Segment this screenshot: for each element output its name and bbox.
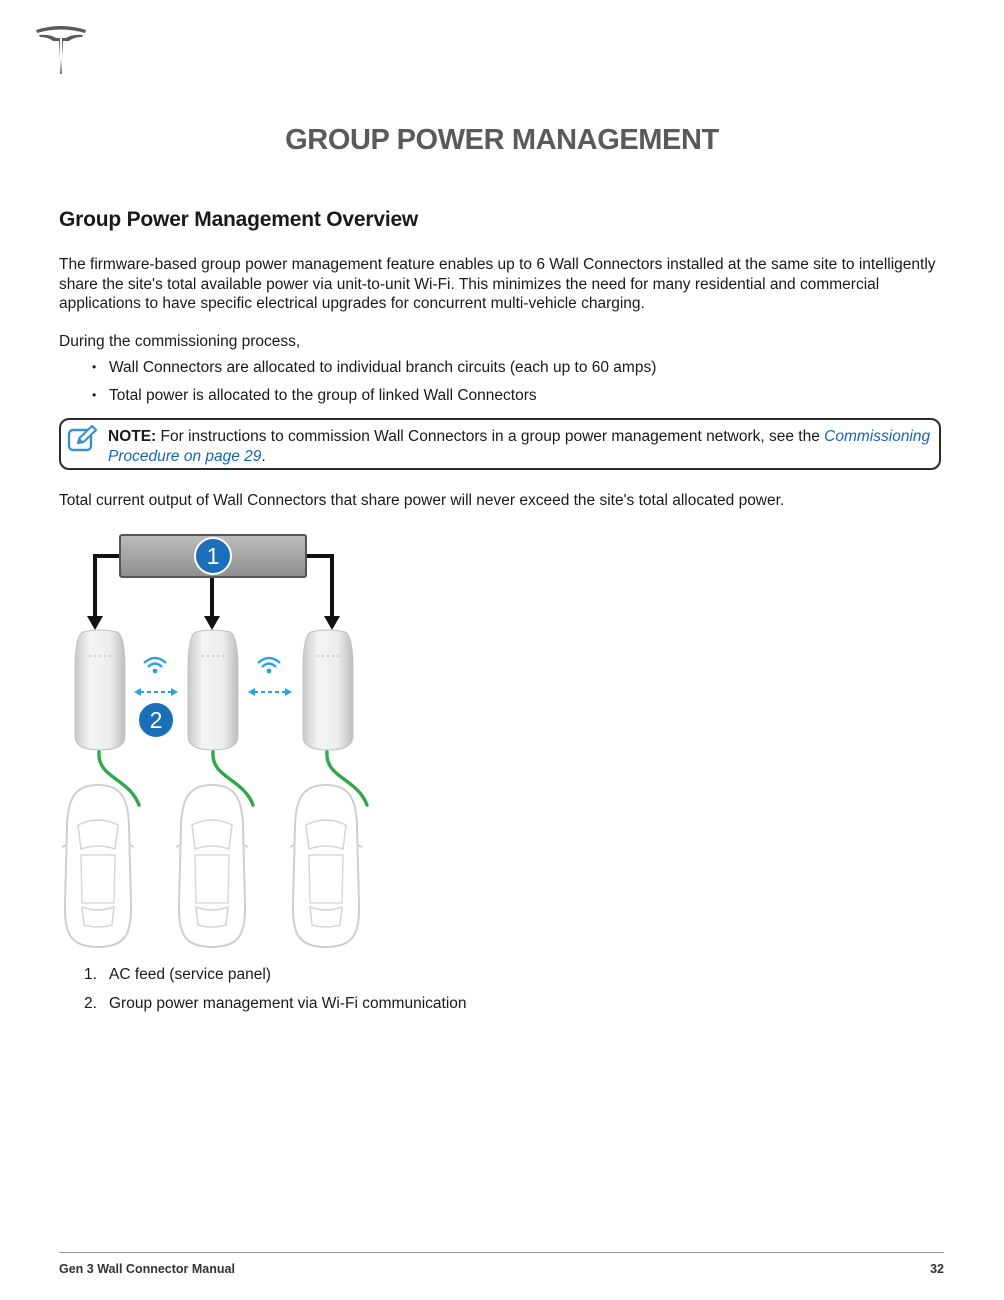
feed-arrowheads [87, 616, 340, 630]
legend-number: 2. [84, 995, 97, 1012]
note-body: For instructions to commission Wall Connectors in a group power management network, see the [156, 428, 825, 445]
note-text [108, 427, 933, 466]
tesla-t-logo-icon [34, 24, 88, 76]
note-label: NOTE: [108, 428, 157, 445]
wifi-icon [258, 658, 280, 673]
intro-paragraph: The firmware-based group power management feature enables up to 6 Wall Connectors installed at the same site to intelligently share the site's total available power via unit-to-unit Wi-Fi. This minimizes the need for many residential and commercial applications to have specific electrical upgrades for concurrent multi-vehicle charging. [59, 256, 936, 312]
callout-1 [195, 538, 231, 574]
note-box [59, 418, 941, 470]
legend-text: AC feed (service panel) [109, 966, 271, 983]
list-item [84, 965, 467, 994]
list-item: • Wall Connectors are allocated to individual branch circuits (each up to 60 amps) [92, 358, 656, 386]
section-heading: Group Power Management Overview [59, 208, 419, 231]
diagram-legend [84, 965, 467, 1023]
commissioning-bullets [92, 358, 656, 414]
legend-text: Group power management via Wi-Fi communication [109, 995, 467, 1012]
group-power-diagram [55, 530, 385, 955]
legend-number: 1. [84, 966, 97, 983]
wifi-link-arrow [248, 688, 292, 696]
wifi-link-arrow [134, 688, 178, 696]
note-end: . [261, 447, 266, 465]
callout-2-label: 2 [149, 707, 163, 733]
callout-1-label: 1 [206, 543, 220, 569]
list-item [84, 994, 467, 1023]
wifi-icon [144, 658, 166, 673]
pencil-note-icon [67, 424, 99, 454]
footer-manual-title: Gen 3 Wall Connector Manual [59, 1262, 235, 1276]
list-item: • Total power is allocated to the group of linked Wall Connectors [92, 386, 656, 414]
page-title: GROUP POWER MANAGEMENT [285, 124, 719, 156]
commissioning-procedure-link[interactable]: Commissioning Procedure on page 29 [108, 428, 931, 465]
wall-connector [303, 630, 353, 750]
footer-page-number: 32 [930, 1262, 944, 1276]
vehicle [290, 785, 362, 947]
summary-paragraph: Total current output of Wall Connectors that share power will never exceed the site's total allocated power. [59, 492, 785, 509]
vehicle [176, 785, 248, 947]
commissioning-lead: During the commissioning process, [59, 333, 301, 350]
footer-divider [59, 1252, 944, 1253]
callout-2 [138, 702, 174, 738]
wall-connector [188, 630, 238, 750]
vehicle [62, 785, 134, 947]
wall-connector [75, 630, 125, 750]
